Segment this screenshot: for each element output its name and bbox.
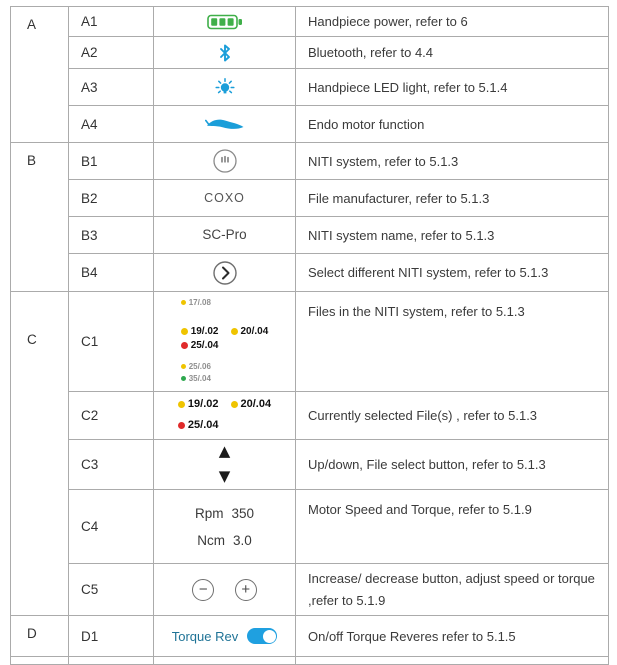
icon-cell bbox=[154, 106, 296, 143]
icon-cell bbox=[154, 490, 296, 564]
icon-cell bbox=[154, 180, 296, 217]
file-list bbox=[181, 298, 269, 383]
icon-cell bbox=[154, 7, 296, 37]
file-dot-yellow bbox=[178, 401, 185, 408]
code-cell: B3 bbox=[69, 217, 154, 254]
file-dot-yellow bbox=[231, 401, 238, 408]
adjust-buttons bbox=[184, 579, 264, 601]
file-list-item bbox=[181, 326, 269, 337]
code-cell: A2 bbox=[69, 37, 154, 69]
file-label: 25/.04 bbox=[187, 419, 219, 432]
file-list-item bbox=[181, 340, 269, 351]
code-cell: C4 bbox=[69, 490, 154, 564]
torque-value: 3.0 bbox=[232, 532, 252, 548]
file-label: 20/.04 bbox=[240, 325, 269, 337]
file-label: 20/.04 bbox=[240, 398, 272, 411]
code-cell: B2 bbox=[69, 180, 154, 217]
desc-cell: On/off Torque Reveres refer to 5.1.5 bbox=[296, 616, 609, 657]
desc-cell: Endo motor function bbox=[296, 106, 609, 143]
led-light-icon bbox=[155, 77, 294, 97]
code-cell: B1 bbox=[69, 143, 154, 180]
torque-unit-label: Ncm bbox=[197, 532, 225, 548]
table-row bbox=[11, 180, 609, 217]
desc-cell: Handpiece power, refer to 6 bbox=[296, 7, 609, 37]
speed-value: 350 bbox=[231, 505, 255, 521]
speed-unit-label: Rpm bbox=[194, 505, 224, 521]
select-niti-button[interactable] bbox=[155, 259, 294, 287]
file-label: 17/.08 bbox=[188, 297, 211, 307]
file-label: 25/.04 bbox=[190, 339, 219, 351]
file-label: 19/.02 bbox=[190, 325, 219, 337]
desc-cell: Up/down, File select button, refer to 5.1.3 bbox=[296, 440, 609, 490]
file-down-button[interactable]: ▼ bbox=[218, 466, 231, 485]
table-row bbox=[11, 7, 609, 37]
desc-cell: NITI system name, refer to 5.1.3 bbox=[296, 217, 609, 254]
speed-torque-display bbox=[155, 506, 294, 548]
desc-cell: Increase/ decrease button, adjust speed or torque ,refer to 5.1.9 bbox=[296, 564, 609, 616]
file-list-item bbox=[181, 362, 269, 371]
icon-cell bbox=[154, 69, 296, 106]
decrease-button[interactable]: − bbox=[192, 579, 214, 601]
table-row bbox=[11, 106, 609, 143]
desc-cell: NITI system, refer to 5.1.3 bbox=[296, 143, 609, 180]
file-select-buttons bbox=[218, 441, 231, 485]
desc-cell: Files in the NITI system, refer to 5.1.3 bbox=[296, 292, 609, 392]
code-cell: D1 bbox=[69, 616, 154, 657]
group-cell-b: B bbox=[11, 143, 69, 292]
icon-cell bbox=[154, 143, 296, 180]
endo-motor-icon bbox=[155, 116, 294, 132]
table-row bbox=[11, 217, 609, 254]
desc-cell: Bluetooth, refer to 4.4 bbox=[296, 37, 609, 69]
filler-cell bbox=[69, 657, 154, 665]
group-cell-a: A bbox=[11, 7, 69, 143]
desc-cell: Select different NITI system, refer to 5.1.3 bbox=[296, 254, 609, 292]
file-dot-yellow bbox=[181, 364, 186, 369]
file-dot-yellow bbox=[181, 328, 188, 335]
code-cell: C2 bbox=[69, 392, 154, 440]
table-row bbox=[11, 143, 609, 180]
table-row bbox=[11, 490, 609, 564]
filler-cell bbox=[154, 657, 296, 665]
code-cell: C3 bbox=[69, 440, 154, 490]
code-cell: A1 bbox=[69, 7, 154, 37]
code-cell: A4 bbox=[69, 106, 154, 143]
torque-rev-toggle[interactable] bbox=[247, 628, 277, 644]
table-row bbox=[11, 69, 609, 106]
icon-cell bbox=[154, 217, 296, 254]
icon-cell bbox=[154, 254, 296, 292]
file-list-item bbox=[181, 374, 269, 383]
torque-rev-control bbox=[155, 628, 294, 644]
niti-system-icon bbox=[155, 147, 294, 175]
spec-table bbox=[10, 6, 609, 665]
selected-file-item bbox=[178, 398, 271, 410]
niti-system-name-label: SC-Pro bbox=[202, 227, 247, 243]
group-cell-d: D bbox=[11, 616, 69, 657]
battery-icon bbox=[155, 14, 294, 30]
icon-cell bbox=[154, 440, 296, 490]
icon-cell bbox=[154, 392, 296, 440]
table-row bbox=[11, 616, 609, 657]
file-dot-red bbox=[178, 422, 185, 429]
code-cell: A3 bbox=[69, 69, 154, 106]
desc-cell: Currently selected File(s) , refer to 5.1.3 bbox=[296, 392, 609, 440]
icon-cell bbox=[154, 616, 296, 657]
icon-cell bbox=[154, 37, 296, 69]
filler-cell bbox=[11, 657, 69, 665]
selected-file-list bbox=[178, 398, 271, 431]
code-cell: C5 bbox=[69, 564, 154, 616]
file-dot-yellow bbox=[181, 300, 186, 305]
file-dot-red bbox=[181, 342, 188, 349]
table-row bbox=[11, 392, 609, 440]
icon-cell bbox=[154, 292, 296, 392]
file-dot-green bbox=[181, 376, 186, 381]
manufacturer-label: COXO bbox=[204, 191, 245, 206]
table-row bbox=[11, 564, 609, 616]
table-row bbox=[11, 440, 609, 490]
code-cell: C1 bbox=[69, 292, 154, 392]
file-up-button[interactable]: ▲ bbox=[218, 441, 231, 460]
toggle-knob bbox=[263, 630, 276, 643]
desc-cell: File manufacturer, refer to 5.1.3 bbox=[296, 180, 609, 217]
icon-cell bbox=[154, 564, 296, 616]
table-row bbox=[11, 37, 609, 69]
speed-readout bbox=[155, 506, 294, 521]
file-label: 35/.04 bbox=[188, 373, 211, 383]
torque-rev-label: Torque Rev bbox=[171, 628, 239, 644]
file-label: 25/.06 bbox=[188, 361, 211, 371]
bluetooth-icon bbox=[155, 44, 294, 62]
increase-button[interactable]: + bbox=[235, 579, 257, 601]
filler-cell bbox=[296, 657, 609, 665]
group-cell-c: C bbox=[11, 292, 69, 616]
file-dot-yellow bbox=[231, 328, 238, 335]
file-label: 19/.02 bbox=[187, 398, 219, 411]
desc-cell: Handpiece LED light, refer to 5.1.4 bbox=[296, 69, 609, 106]
file-list-item bbox=[181, 298, 269, 307]
table-row-filler bbox=[11, 657, 609, 665]
torque-readout bbox=[155, 533, 294, 548]
code-cell: B4 bbox=[69, 254, 154, 292]
table-row bbox=[11, 292, 609, 392]
selected-file-item bbox=[178, 419, 271, 431]
table-row bbox=[11, 254, 609, 292]
desc-cell: Motor Speed and Torque, refer to 5.1.9 bbox=[296, 490, 609, 564]
